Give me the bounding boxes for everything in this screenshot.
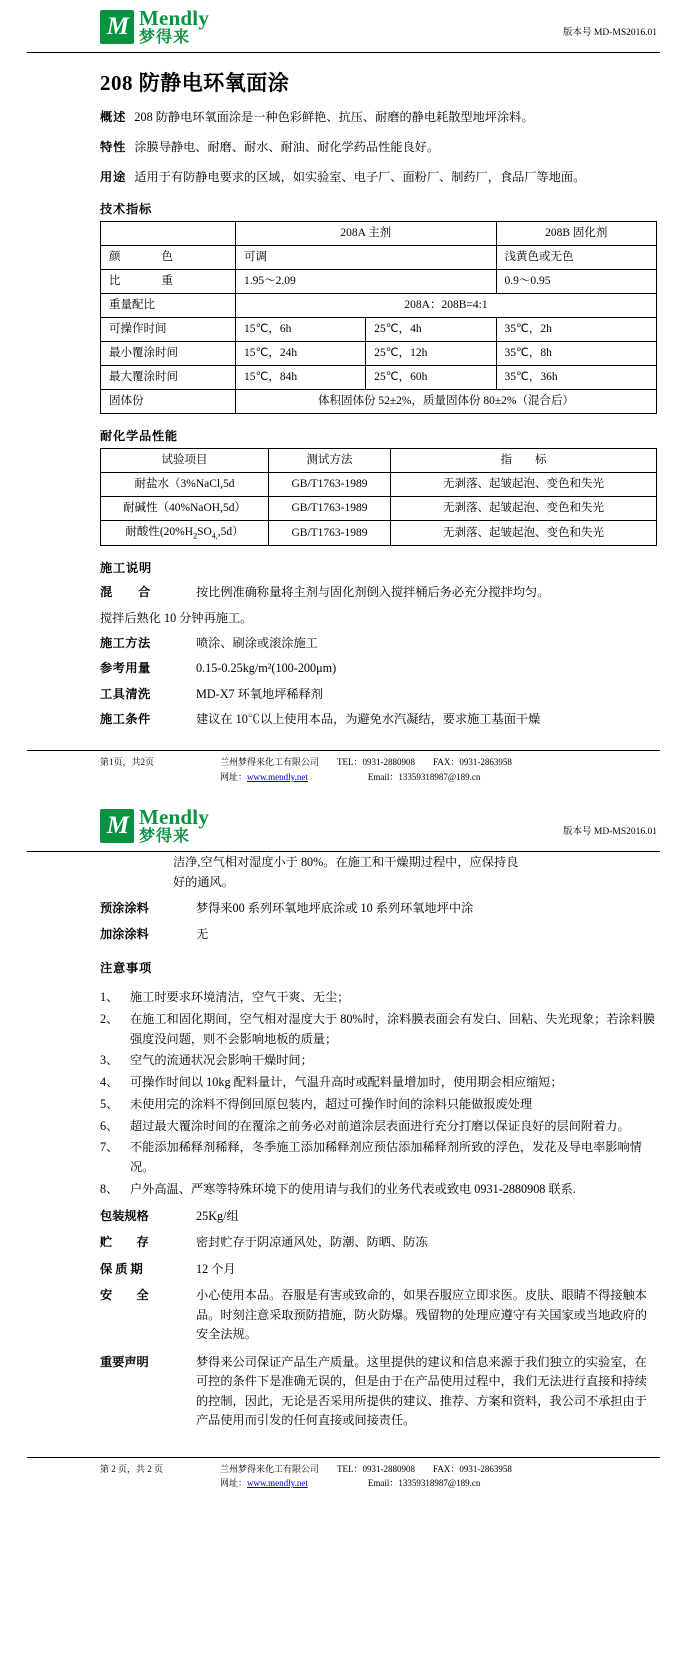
table-row: [101, 365, 657, 389]
uses-label: 用途: [100, 169, 127, 184]
note-3-num: 4、: [100, 1075, 119, 1090]
spec-row-0-name: 颜 色: [101, 245, 236, 269]
spec-row-1-name: 比 重: [101, 269, 236, 293]
method-label: 施工方法: [100, 636, 151, 650]
note-7-num: 8、: [100, 1181, 119, 1196]
storage-text: 密封贮存于阴凉通风处，防潮、防晒、防冻: [196, 1235, 428, 1250]
document-page-1: [0, 0, 687, 783]
note-0-num: 1、: [100, 990, 119, 1005]
consumption-row: [100, 659, 657, 677]
list-item: [100, 1117, 657, 1137]
chem-row-1-index: 无剥落、起皱起泡、变色和失光: [391, 496, 657, 520]
tool-clean-text: MD-X7 环氧地坪稀释剂: [196, 686, 323, 701]
logo-mark-icon: [100, 10, 134, 44]
page-separator: [0, 783, 687, 799]
spec-row-3-name: 可操作时间: [101, 317, 236, 341]
features-text: 涂膜导静电、耐磨、耐水、耐油、耐化学药品性能良好。: [134, 139, 440, 154]
declaration-row: [100, 1353, 657, 1431]
consumption-label: 参考用量: [100, 661, 151, 676]
spec-row-6-name: 固体份: [101, 389, 236, 413]
document-page-2: [0, 799, 687, 1667]
notice-section-title: 注意事项: [100, 960, 152, 975]
mix-row-2: [100, 609, 657, 627]
condition-row: [100, 710, 657, 728]
note-1-num: 2、: [100, 1011, 119, 1026]
footer-line-1: [27, 756, 660, 770]
chem-row-1-item: 耐碱性（40%NaOH,5d）: [101, 496, 269, 520]
footer-line-2: [27, 770, 660, 783]
note-2-text: 空气的流通状况会影响干燥时间；: [130, 1053, 313, 1068]
condition-text: 建议在 10℃以上使用本品，为避免水汽凝结，要求施工基面干燥: [196, 711, 541, 726]
logo-mark-icon: [100, 809, 134, 843]
spec-header-1: 208A 主剂: [236, 221, 497, 245]
footer-web-link-1[interactable]: www.mendly.net: [247, 771, 308, 782]
storage-row: [100, 1233, 657, 1253]
footer-tel-1: TEL：0931-2880908: [337, 757, 416, 768]
declaration-text: 梦得来公司保证产品生产质量。这里提供的建议和信息来源于我们独立的实验室，在可控的条件下是准确无误的，但是由于在产品使用过程中，我们无法进行直接和持续的控制，因此，无论是否采用所提供的建议、推荐、方案和资料，我公司不承担由于产品使用而引发的任何直接或间接责任。: [196, 1354, 647, 1428]
mix-label: 混 合: [100, 585, 151, 600]
spec-header-0: [101, 221, 236, 245]
spec-row-3-cell-2: 35℃，2h: [496, 317, 657, 341]
table-row: [101, 448, 657, 472]
footer-fax-2: FAX：0931-2863958: [433, 1463, 512, 1474]
spec-row-3-cell-0: 15℃，6h: [236, 317, 366, 341]
topcoat-row: [100, 925, 657, 945]
footer-company-2: 兰州梦得来化工有限公司: [220, 1463, 320, 1474]
list-item: [100, 1180, 657, 1200]
table-row: [101, 221, 657, 245]
note-5-num: 6、: [100, 1118, 119, 1133]
table-row: [101, 293, 657, 317]
note-4-num: 5、: [100, 1096, 119, 1111]
chem-row-2-method: GB/T1763-1989: [269, 520, 391, 546]
uses-text: 适用于有防静电要求的区域，如实验室、电子厂、面粉厂、制药厂，食品厂等地面。: [134, 169, 586, 184]
logo-name-en: Mendly: [139, 6, 210, 30]
table-row: [101, 245, 657, 269]
chem-row-0-item: 耐盐水（3%NaCl,5d: [101, 472, 269, 496]
precoat-text: 梦得来00 系列环氧地坪底涂或 10 系列环氧地坪中涂: [196, 900, 474, 915]
logo-text-2: [139, 804, 210, 845]
page-number-1: 第1页，共2页: [100, 757, 155, 768]
footer-email-2: Email：13359318987@189.cn: [367, 1478, 481, 1489]
page-title: 208 防静电环氧面涂: [100, 71, 290, 95]
shelf-life-row: [100, 1260, 657, 1280]
footer-line-2-p2: [27, 1476, 660, 1489]
list-item: [100, 1095, 657, 1115]
footer-web-link-2[interactable]: www.mendly.net: [247, 1478, 308, 1489]
spec-row-1-cell-0: 1.95～2.09: [236, 269, 497, 293]
spec-row-5-name: 最大覆涂时间: [101, 365, 236, 389]
table-row: [101, 341, 657, 365]
logo-name-cn: 梦得来: [139, 29, 191, 46]
footer-email-1: Email：13359318987@189.cn: [367, 771, 481, 782]
table-row: [101, 317, 657, 341]
header-divider-page1: [27, 52, 660, 53]
spec-row-1-cell-1: 0.9～0.95: [496, 269, 657, 293]
spec-row-2-name: 重量配比: [101, 293, 236, 317]
condition-label: 施工条件: [100, 711, 151, 726]
notice-list: [100, 988, 657, 1200]
note-3-text: 可操作时间以 10kg 配料量计，气温升高时或配料量增加时，使用期会相应缩短；: [130, 1075, 563, 1090]
features-label: 特性: [100, 139, 127, 154]
chem-header-0: 试验项目: [101, 448, 269, 472]
chem-header-2: 指 标: [391, 448, 657, 472]
table-row: [101, 520, 657, 546]
mix-text: 按比例准确称量将主剂与固化剂倒入搅拌桶后务必充分搅拌均匀。: [196, 585, 550, 600]
note-2-num: 3、: [100, 1053, 119, 1068]
uses-row: [100, 168, 657, 187]
mix-text-2: 搅拌后熟化 10 分钟再施工。: [100, 610, 253, 625]
spec-table: [100, 221, 657, 414]
note-5-text: 超过最大覆涂时间的在覆涂之前务必对前道涂层表面进行充分打磨以保证良好的层间附着力。: [130, 1118, 630, 1133]
safety-text: 小心使用本品。吞服是有害或致命的，如果吞服应立即求医。皮肤、眼睛不得接触本品。时刻注意采取预防措施，防火防爆。残留物的处理应遵守有关国家或当地政府的安全法规。: [196, 1288, 647, 1342]
spec-row-2-cell-0: 208A：208B=4:1: [236, 293, 657, 317]
table-row: [101, 496, 657, 520]
list-item: [100, 1138, 657, 1178]
shelf-life-label: 保 质 期: [100, 1261, 143, 1276]
list-item: [100, 1051, 657, 1071]
chem-row-2-item: 耐酸性$(20\%H_2SO_{4,},5d)$: [101, 520, 269, 546]
list-item: [100, 988, 657, 1008]
spec-row-5-cell-1: 25℃，60h: [366, 365, 496, 389]
tool-clean-row: [100, 685, 657, 703]
logo-name-cn-2: 梦得来: [139, 827, 191, 845]
footer-fax-1: FAX：0931-2863958: [433, 757, 512, 768]
topcoat-text: 无: [196, 927, 209, 942]
list-item: [100, 1010, 657, 1050]
chem-row-1-method: GB/T1763-1989: [269, 496, 391, 520]
chem-row-0-index: 无剥落、起皱起泡、变色和失光: [391, 472, 657, 496]
note-1-text: 在施工和固化期间，空气相对湿度大于 80%时，涂料膜表面会有发白、回粘、失光现象；若涂料膜强度没问题，则不会影响地板的质量；: [130, 1011, 656, 1046]
method-row: [100, 634, 657, 652]
page1-footer: [27, 750, 660, 783]
page2-footer: [27, 1457, 660, 1490]
chemical-resistance-table: [100, 448, 657, 547]
spec-row-4-cell-0: 15℃，24h: [236, 341, 366, 365]
logo-name-en-2: Mendly: [139, 804, 210, 829]
company-logo-2: [100, 804, 210, 845]
page2-content: [0, 852, 687, 1431]
footer-tel-2: TEL：0931-2880908: [337, 1463, 416, 1474]
version-number-page2: 版本号 MD-MS2016.01: [563, 826, 657, 837]
table-row: [101, 472, 657, 496]
chem-row-0-method: GB/T1763-1989: [269, 472, 391, 496]
precoat-row: [100, 899, 657, 919]
features-row: [100, 138, 657, 157]
spec-row-3-cell-1: 25℃，4h: [366, 317, 496, 341]
spec-row-4-name: 最小覆涂时间: [101, 341, 236, 365]
mix-row: [100, 583, 657, 601]
spec-header-2: 208B 固化剂: [496, 221, 657, 245]
intro-line-2: 好的通风。: [173, 874, 234, 889]
overview-label: 概述: [100, 110, 127, 124]
logo-text: [139, 8, 209, 46]
packaging-text: 25Kg/组: [196, 1208, 239, 1223]
tool-clean-label: 工具清洗: [100, 686, 151, 701]
spec-row-6-cell-0: 体积固体份 52±2%，质量固体份 80±2%（混合后）: [236, 389, 657, 413]
chem-section-title: 耐化学品性能: [100, 428, 178, 443]
overview-text: 208 防静电环氧面涂是一种色彩鲜艳、抗压、耐磨的静电耗散型地坪涂料。: [134, 110, 534, 124]
footer-company-1: 兰州梦得来化工有限公司: [220, 757, 320, 768]
intro-line-1: 洁净,空气相对湿度小于 80%。在施工和干燥期过程中，应保持良: [173, 854, 519, 869]
table-row: [101, 389, 657, 413]
topcoat-label: 加涂涂料: [100, 927, 149, 942]
note-6-text: 不能添加稀释剂稀释，冬季施工添加稀释剂应预估添加稀释剂所致的浮色，发花及导电率影响情况。: [130, 1140, 642, 1175]
page1-header: [0, 0, 687, 52]
declaration-label: 重要声明: [100, 1354, 149, 1369]
safety-row: [100, 1286, 657, 1345]
packaging-row: [100, 1207, 657, 1227]
shelf-life-text: 12 个月: [196, 1261, 236, 1276]
footer-web-label-1: 网址：: [220, 771, 248, 782]
spec-row-0-cell-1: 浅黄色或无色: [496, 245, 657, 269]
page1-content: [0, 108, 687, 728]
note-6-num: 7、: [100, 1140, 119, 1155]
page2-header: [0, 799, 687, 851]
precoat-label: 预涂涂料: [100, 900, 149, 915]
company-logo: [100, 8, 209, 46]
build-section-title: 施工说明: [100, 561, 152, 576]
page-number-2: 第 2 页，共 2 页: [100, 1463, 164, 1474]
chem-row-2-index: 无剥落、起皱起泡、变色和失光: [391, 520, 657, 546]
packaging-label: 包装规格: [100, 1208, 149, 1223]
note-0-text: 施工时要求环境清洁，空气干爽、无尘；: [130, 990, 350, 1005]
spec-row-5-cell-0: 15℃，84h: [236, 365, 366, 389]
footer-web-label-2: 网址：: [220, 1478, 248, 1489]
chem-header-1: 测试方法: [269, 448, 391, 472]
spec-row-4-cell-2: 35℃，8h: [496, 341, 657, 365]
overview-row: [100, 108, 657, 127]
safety-label: 安 全: [100, 1288, 149, 1303]
list-item: [100, 1073, 657, 1093]
note-7-text: 户外高温、严寒等特殊环境下的使用请与我们的业务代表或致电 0931-2880908 联系.: [130, 1181, 576, 1196]
note-4-text: 未使用完的涂料不得倒回原包装内，超过可操作时间的涂料只能做报废处理: [130, 1096, 533, 1111]
spec-row-0-cell-0: 可调: [236, 245, 497, 269]
spec-section-title: 技术指标: [100, 201, 152, 216]
footer-line-1-p2: [27, 1463, 660, 1477]
storage-label: 贮 存: [100, 1235, 149, 1250]
version-number-page1: 版本号 MD-MS2016.01: [563, 28, 657, 38]
spec-row-4-cell-1: 25℃，12h: [366, 341, 496, 365]
method-text: 喷涂、刷涂或滚涂施工: [196, 636, 318, 650]
consumption-text: 0.15-0.25kg/m²(100-200μm): [196, 661, 337, 676]
spec-row-5-cell-2: 35℃，36h: [496, 365, 657, 389]
table-row: [101, 269, 657, 293]
